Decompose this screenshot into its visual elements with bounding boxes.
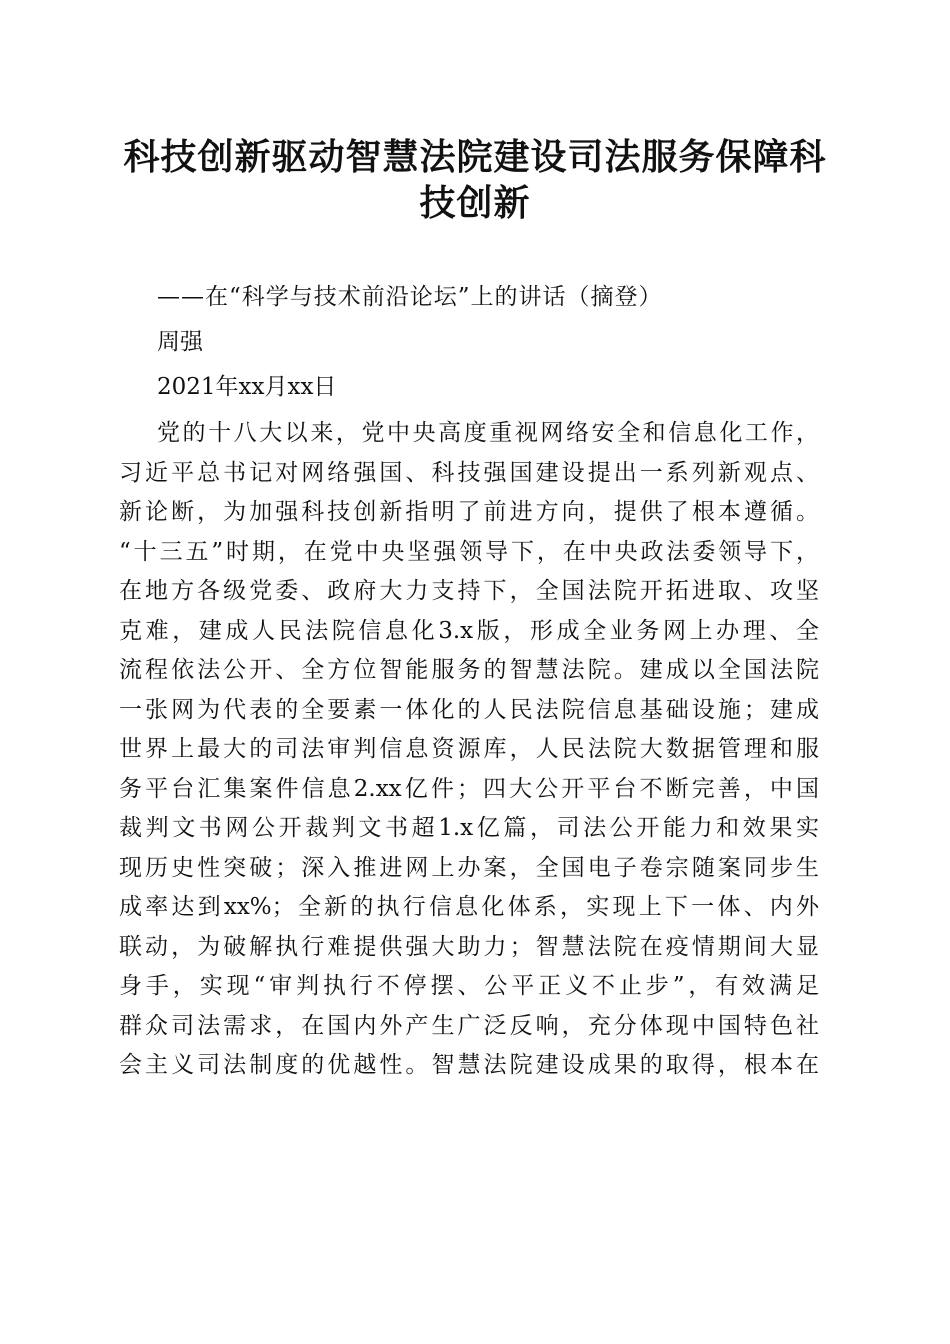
document-title: 科技创新驱动智慧法院建设司法服务保障科技创新 bbox=[123, 136, 827, 224]
document-subtitle: ——在“科学与技术前沿论坛”上的讲话（摘登） bbox=[157, 284, 663, 310]
paragraph-line: 在地方各级党委、政府大力支持下，全国法院开拓进取、攻坚 bbox=[119, 578, 819, 604]
paragraph-line: 克难，建成人民法院信息化3.x版，形成全业务网上办理、全 bbox=[119, 617, 819, 644]
paragraph-line: 现历史性突破；深入推进网上办案，全国电子卷宗随案同步生 bbox=[119, 854, 819, 881]
document-author: 周强 bbox=[157, 329, 203, 355]
paragraph-line: 习近平总书记对网络强国、科技强国建设提出一系列新观点、 bbox=[119, 459, 819, 486]
paragraph-line: 新论断，为加强科技创新指明了前进方向，提供了根本遵循。 bbox=[119, 499, 819, 525]
paragraph-line: 群众司法需求，在国内外产生广泛反响，充分体现中国特色社 bbox=[119, 1012, 819, 1039]
paragraph-line: 党的十八大以来，党中央高度重视网络安全和信息化工作， bbox=[157, 420, 819, 446]
document-date: 2021年xx月xx日 bbox=[157, 374, 337, 400]
paragraph-line: 成率达到xx%；全新的执行信息化体系，实现上下一体、内外 bbox=[119, 894, 819, 920]
paragraph-line: 务平台汇集案件信息2.xx亿件；四大公开平台不断完善，中国 bbox=[119, 775, 819, 802]
body-paragraph bbox=[119, 414, 819, 1086]
paragraph-line: 联动，为破解执行难提供强大助力；智慧法院在疫情期间大显 bbox=[119, 933, 819, 960]
paragraph-line: 身手，实现“审判执行不停摆、公平正义不止步”，有效满足 bbox=[119, 973, 819, 999]
paragraph-line: 流程依法公开、全方位智能服务的智慧法院。建成以全国法院 bbox=[119, 657, 819, 683]
paragraph-line: 一张网为代表的全要素一体化的人民法院信息基础设施；建成 bbox=[119, 696, 819, 723]
paragraph-line: “十三五”时期，在党中央坚强领导下，在中央政法委领导下， bbox=[119, 538, 819, 565]
paragraph-line: 会主义司法制度的优越性。智慧法院建设成果的取得，根本在 bbox=[119, 1052, 819, 1078]
paragraph-line: 世界上最大的司法审判信息资源库，人民法院大数据管理和服 bbox=[119, 736, 819, 762]
paragraph-line: 裁判文书网公开裁判文书超1.x亿篇，司法公开能力和效果实 bbox=[119, 815, 819, 841]
